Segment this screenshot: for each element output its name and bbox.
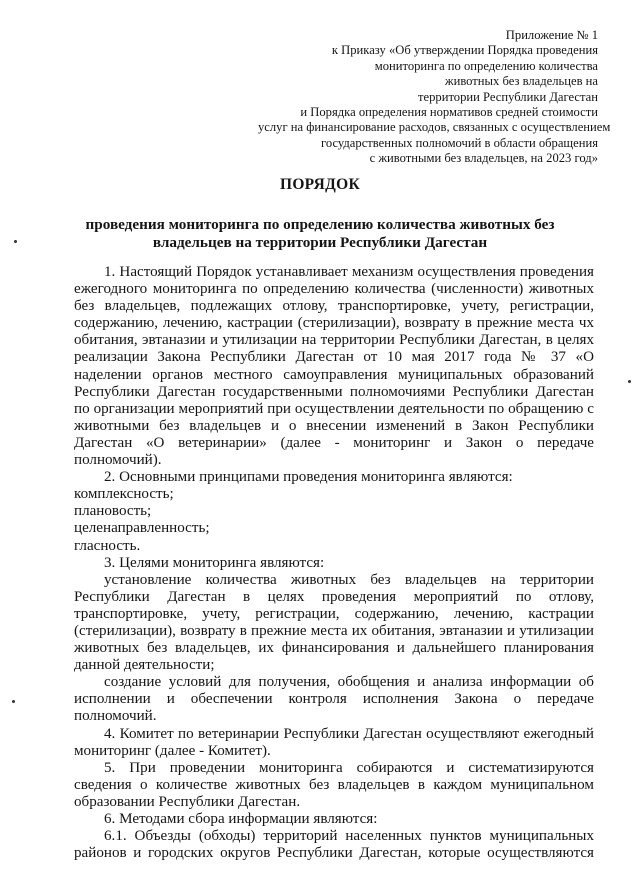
appendix-line: к Приказу «Об утверждении Порядка проведения bbox=[331, 43, 598, 58]
document-body bbox=[74, 264, 594, 862]
document-title: ПОРЯДОК bbox=[279, 176, 361, 193]
appendix-line: территории Республики Дагестан bbox=[418, 89, 598, 104]
paragraph-4: 4. Комитет по ветеринарии Республики Дагестан осуществляют ежегодный мониторинг (далее - Комитет). bbox=[74, 725, 594, 759]
paragraph-1: 1. Настоящий Порядок устанавливает механизм осуществления проведения ежегодного мониторинга по определению количества (численности) животных без владельцев, подлежащих отлову, транспортировке, учету, регистрации, содержанию, лечению, кастрации (стерилизации), возврату в прежние места чх обитания, эвтаназии и утилизации на территории Республики Дагестан, в целях реализации Закона Республики Дагестан от 10 мая 2017 года № 37 «О наделении органов местного самоуправления муниципальных образований Республики Дагестан государственными полномочиями Республики Дагестан по организации мероприятий при осуществлении деятельности по обращению с животными без владельцев и о внесении изменений в Закон Республики Дагестан «О ветеринарии» (далее - мониторинг и Закон о передаче полномочий). bbox=[74, 264, 594, 469]
principle-item: гласность. bbox=[74, 537, 141, 554]
paragraph-3: 3. Целями мониторинга являются: bbox=[104, 554, 325, 571]
scan-speck bbox=[12, 700, 15, 703]
document-subtitle: проведения мониторинга по определению количества животных без владельцев на территории Республики Дагестан bbox=[85, 216, 555, 251]
appendix-line: услуг на финансирование расходов, связанных с осуществлением bbox=[258, 120, 611, 135]
appendix-block bbox=[258, 28, 611, 167]
appendix-line: животных без владельцев на bbox=[444, 74, 598, 89]
appendix-line: и Порядка определения нормативов средней стоимости bbox=[300, 105, 598, 120]
paragraph-6-1: 6.1. Объезды (обходы) территорий населенных пунктов муниципальных районов и городских округов Республики Дагестан, которые осуществляются bbox=[74, 828, 594, 862]
scan-speck bbox=[628, 380, 631, 383]
principle-item: комплексность; bbox=[74, 486, 174, 503]
paragraph-2: 2. Основными принципами проведения мониторинга являются: bbox=[104, 469, 513, 486]
paragraph-6: 6. Методами сбора информации являются: bbox=[104, 811, 378, 827]
appendix-line: Приложение № 1 bbox=[505, 28, 598, 42]
principle-item: плановость; bbox=[74, 503, 152, 520]
paragraph-5: 5. При проведении мониторинга собираются и систематизируются сведения о количестве животных без владельцев в каждом муниципальном образовании Республики Дагестан. bbox=[74, 759, 594, 810]
appendix-line: с животными без владельцев, на 2023 год» bbox=[369, 151, 598, 166]
appendix-line: мониторинга по определению количества bbox=[374, 58, 598, 73]
goal-item: установление количества животных без владельцев на территории Республики Дагестан в целях проведения мероприятий по отлову, транспортировке, учету, регистрации, содержанию, лечению, кастрации (стерилизации), возврату в прежние места их обитания, эвтаназии и утилизации животных без владельцев, их финансирования и дальнейшего планирования данной деятельности; bbox=[74, 571, 594, 674]
appendix-line: государственных полномочий в области обращения bbox=[321, 135, 598, 150]
scan-speck bbox=[14, 240, 17, 243]
principle-item: целенаправленность; bbox=[74, 520, 210, 537]
goal-item: создание условий для получения, обобщения и анализа информации об исполнении и обеспечении контроля исполнения Закона о передаче полномочий. bbox=[74, 674, 594, 725]
